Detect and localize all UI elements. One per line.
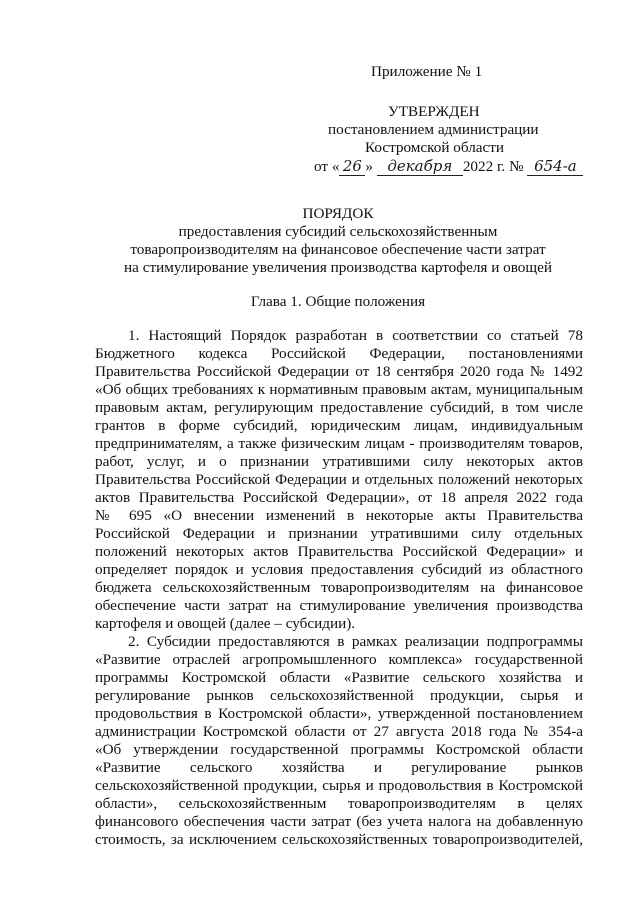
body-line: «Об утверждении государственной программы Костромской области <box>95 741 583 758</box>
body-line: определяет порядок и условия предоставления субсидий из областного <box>95 561 583 578</box>
approval-line-2: Костромской области <box>365 139 505 156</box>
doc-title: ПОРЯДОК <box>302 205 374 222</box>
chapter-heading: Глава 1. Общие положения <box>250 293 426 310</box>
body-line: регулирование рынков сельскохозяйственной продукции, сырья и <box>95 687 583 704</box>
body-line: работ, услуг, и о признании утратившими силу некоторых актов <box>95 453 583 470</box>
approval-title: УТВЕРЖДЕН <box>388 103 480 120</box>
body-line: сельскохозяйственной продукции, сырья и продовольствия в Костромской <box>95 777 583 794</box>
body-line: «Развитие отраслей агропромышленного комплекса» государственной <box>95 651 583 668</box>
handwritten-month: декабря <box>377 157 463 176</box>
body-line: 1. Настоящий Порядок разработан в соответствии со статьей 78 <box>128 327 583 344</box>
doc-subtitle-1: предоставления субсидий сельскохозяйственным <box>178 223 498 240</box>
handwritten-number: 654-а <box>527 157 583 176</box>
body-line: № 695 «О внесении изменений в некоторые акты Правительства <box>95 507 583 524</box>
body-line: Правительства Российской Федерации от 18 сентября 2020 года № 1492 <box>95 363 583 380</box>
body-line: Российской Федерации и признании утратившими силу отдельных <box>95 525 583 542</box>
body-line: Бюджетного кодекса Российской Федерации, постановлениями <box>95 345 583 362</box>
doc-subtitle-2: товаропроизводителям на финансовое обеспечение части затрат <box>130 241 546 258</box>
body-line: финансового обеспечения части затрат (без учета налога на добавленную <box>95 813 583 830</box>
body-line: «Об общих требованиях к нормативным правовым актам, муниципальным <box>95 381 583 398</box>
body-line: продовольствия в Костромской области», утвержденной постановлением <box>95 705 583 722</box>
body-line: бюджета сельскохозяйственным товаропроизводителям на финансовое <box>95 579 583 596</box>
body-line: администрации Костромской области от 27 августа 2018 года № 354-а <box>95 723 583 740</box>
body-line: 2. Субсидии предоставляются в рамках реализации подпрограммы <box>128 633 583 650</box>
approval-line-1: постановлением администрации <box>328 121 539 138</box>
appendix-label: Приложение № 1 <box>371 63 483 80</box>
date-year: 2022 г. № <box>462 158 524 175</box>
body-line: положений некоторых актов Правительства Российской Федерации» и <box>95 543 583 560</box>
body-line: предпринимателям, а также физическим лицам - производителям товаров, <box>95 435 583 452</box>
body-line: программы Костромской области «Развитие сельского хозяйства и <box>95 669 583 686</box>
doc-subtitle-3: на стимулирование увеличения производства картофеля и овощей <box>124 259 552 276</box>
handwritten-day: 26 <box>339 157 365 176</box>
body-line: стоимость, за исключением сельскохозяйственных товаропроизводителей, <box>95 831 583 848</box>
body-line: обеспечение части затрат на стимулирование увеличения производства <box>95 597 583 614</box>
date-prefix: от « <box>314 158 340 175</box>
body-line: грантов в форме субсидий, юридическим лицам, индивидуальным <box>95 417 583 434</box>
body-line: «Развитие сельского хозяйства и регулирование рынков <box>95 759 583 776</box>
body-line: картофеля и овощей (далее – субсидии). <box>95 615 356 632</box>
body-line: правовым актам, регулирующим предоставление субсидий, в том числе <box>95 399 583 416</box>
body-line: Правительства Российской Федерации и отдельных положений некоторых <box>95 471 583 488</box>
body-line: области», сельскохозяйственным товаропроизводителям в целях <box>95 795 583 812</box>
date-mid: » <box>365 158 374 175</box>
body-line: актов Правительства Российской Федерации», от 18 апреля 2022 года <box>95 489 583 506</box>
approval-date-line <box>314 157 583 176</box>
